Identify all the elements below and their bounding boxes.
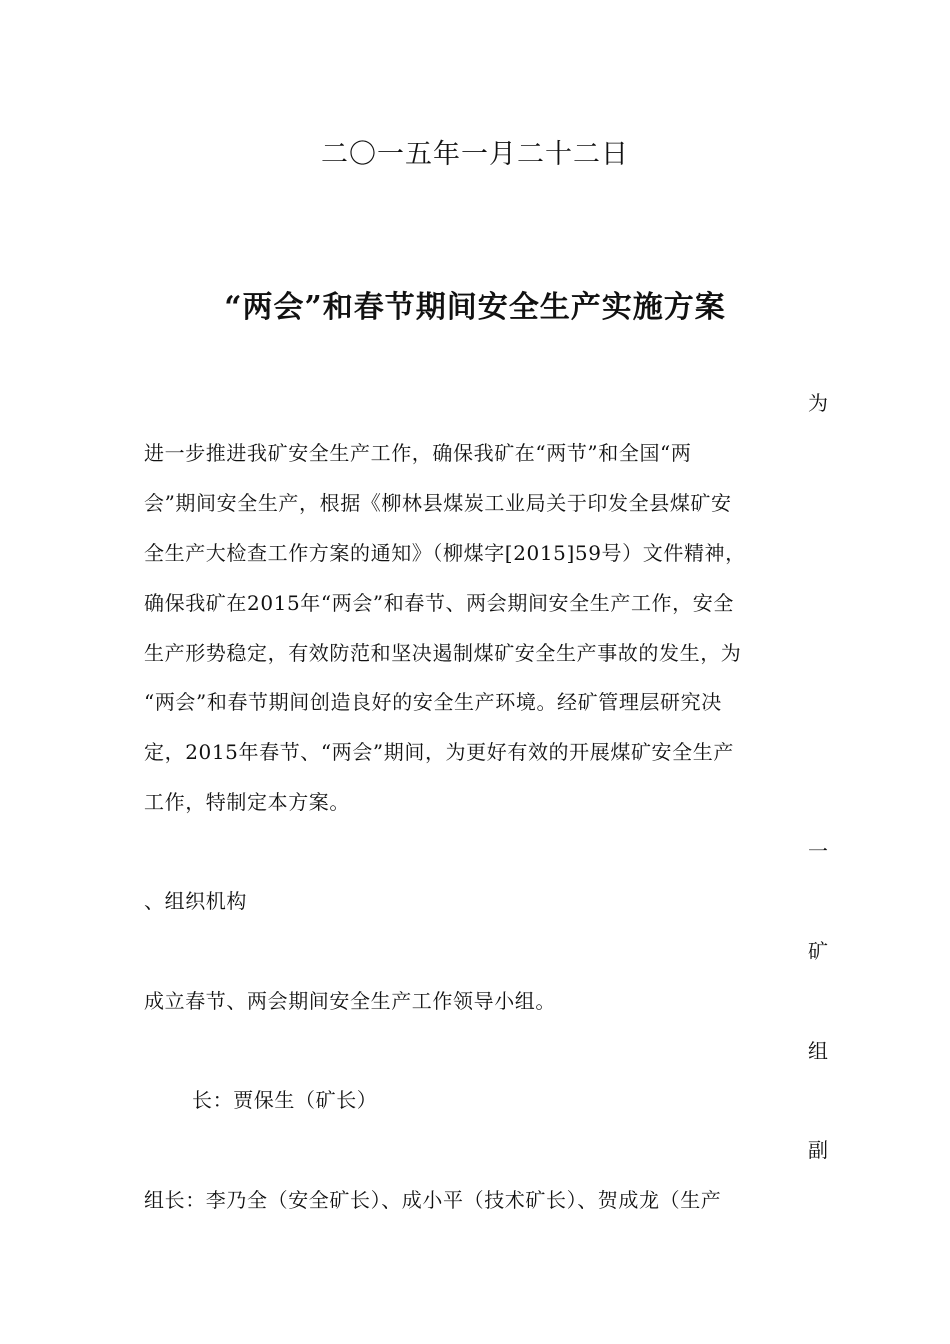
deputy-line: 组长：李乃全（安全矿长）、成小平（技术矿长）、贺成龙（生产 [144,1188,722,1212]
intro-line-4: 确保我矿在2015年“两会”和春节、两会期间安全生产工作，安全 [144,591,734,615]
document-title: “两会”和春节期间安全生产实施方案 [224,290,726,325]
intro-line-1: 进一步推进我矿安全生产工作，确保我矿在“两节”和全国“两 [144,441,692,465]
section1-heading: 、组织机构 [144,889,247,913]
org-line: 成立春节、两会期间安全生产工作领导小组。 [144,989,556,1013]
leader-lead-char: 组 [808,1039,828,1063]
deputy-lead-char: 副 [808,1138,828,1162]
org-lead-char: 矿 [808,939,828,963]
intro-lead-char: 为 [808,391,828,415]
intro-line-5: 生产形势稳定，有效防范和坚决遏制煤矿安全生产事故的发生，为 [144,641,742,665]
document-date: 二〇一五年一月二十二日 [321,139,629,170]
intro-line-7: 定，2015年春节、“两会”期间，为更好有效的开展煤矿安全生产 [144,740,734,764]
intro-line-6: “两会”和春节期间创造良好的安全生产环境。经矿管理层研究决 [144,690,722,714]
section1-lead-char: 一 [808,839,828,863]
leader-line: 长：贾保生（矿长） [192,1088,378,1112]
intro-line-8: 工作，特制定本方案。 [144,790,350,814]
intro-line-3: 全生产大检查工作方案的通知》（柳煤字[2015]59号）文件精神， [144,541,746,565]
intro-line-2: 会”期间安全生产，根据《柳林县煤炭工业局关于印发全县煤矿安 [144,491,732,515]
